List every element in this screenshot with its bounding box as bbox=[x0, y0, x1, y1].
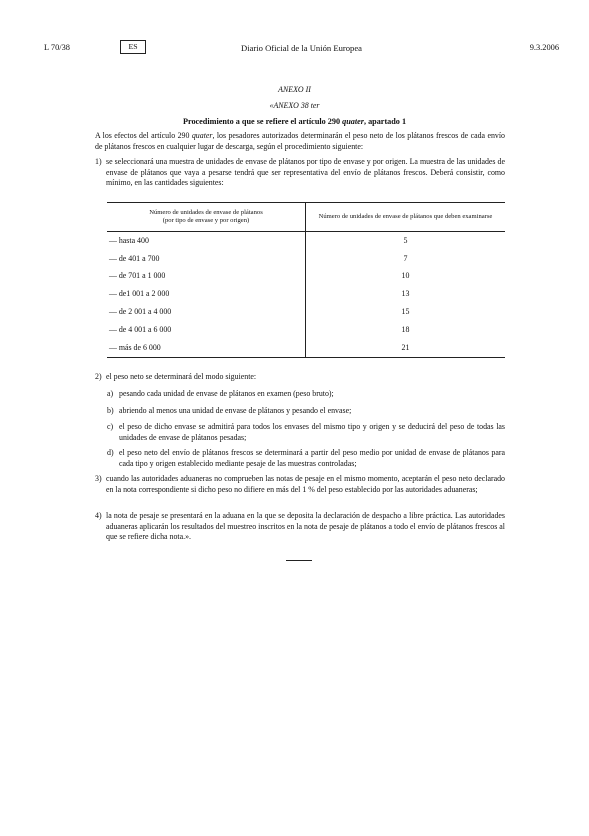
table-cell-range: — de1 001 a 2 000 bbox=[107, 286, 306, 304]
table-cell-range: — más de 6 000 bbox=[107, 339, 306, 357]
table-row bbox=[107, 304, 505, 322]
page-reference: L 70/38 bbox=[44, 43, 70, 52]
publication-date: 9.3.2006 bbox=[529, 43, 559, 52]
subitem-d-letter: d) bbox=[107, 448, 114, 457]
subitem-a-text: pesando cada unidad de envase de plátanos en examen (peso bruto); bbox=[119, 389, 334, 398]
intro-paragraph bbox=[95, 131, 505, 152]
item-2-text: el peso neto se determinará del modo siguiente: bbox=[106, 372, 257, 381]
table-cell-sample: 10 bbox=[401, 271, 410, 281]
table-cell-sample: 7 bbox=[403, 253, 408, 263]
subitem-c-letter: c) bbox=[107, 422, 114, 431]
item-2-number: 2) bbox=[95, 372, 102, 381]
subitem-a-letter: a) bbox=[107, 389, 114, 398]
journal-title: Diario Oficial de la Unión Europea bbox=[241, 43, 362, 53]
subitem-b-text: abriendo al menos una unidad de envase de plátanos y pesando el envase; bbox=[119, 406, 352, 415]
table-row bbox=[107, 339, 505, 357]
subitem-c-text: el peso de dicho envase se admitirá para todos los envases del mismo tipo y origen y se deducirá del peso de todas las unidades de envase de plátanos pesadas; bbox=[119, 422, 505, 442]
table-cell-range: — hasta 400 bbox=[107, 232, 306, 250]
procedure-heading-suffix: , apartado 1 bbox=[363, 117, 407, 126]
end-divider bbox=[286, 560, 312, 561]
subitem-d-text: el peso neto del envío de plátanos frescos se determinará a partir del peso medio por unidad de envase de plátanos para cada tipo y origen establecido mediante pesaje de las muestras controladas; bbox=[119, 448, 505, 468]
table-row bbox=[107, 286, 505, 304]
procedure-heading bbox=[0, 117, 589, 128]
table-cell-range: — de 2 001 a 4 000 bbox=[107, 304, 306, 322]
procedure-heading-italic: quater bbox=[342, 117, 364, 126]
table-cell-range: — de 401 a 700 bbox=[107, 250, 306, 268]
item-1-text: se seleccionará una muestra de unidades de envase de plátanos por tipo de envase y por origen. La muestra de las unidades de envase de plátanos que vaya a pesarse tendrá que ser representativa del envío de plátanos frescos. Deberá consistir, como mínimo, en las cantidades siguientes: bbox=[106, 157, 505, 188]
language-box: ES bbox=[120, 40, 146, 54]
table-cell-range: — de 701 a 1 000 bbox=[107, 268, 306, 286]
table-cell-sample: 21 bbox=[306, 339, 506, 357]
item-4-text: la nota de pesaje se presentará en la aduana en la que se deposita la declaración de despacho a libre práctica. Las autoridades aduaneras aplicarán los resultados del muestreo inscritos en la nota de pesaje de plátanos a todo el envío de plátanos frescos al que se refiere dicha nota.». bbox=[106, 511, 505, 542]
sample-size-table bbox=[107, 202, 505, 358]
table-header-samples: Número de unidades de envase de plátanos que deben examinarse bbox=[306, 203, 506, 232]
page-header bbox=[44, 40, 559, 56]
table-cell-sample: 18 bbox=[401, 325, 410, 335]
intro-text-a: A los efectos del artículo 290 bbox=[95, 131, 192, 140]
annex-subtitle: «ANEXO 38 ter bbox=[269, 101, 320, 110]
table-row bbox=[107, 250, 505, 268]
table-header-units bbox=[107, 203, 306, 232]
procedure-heading-prefix: Procedimiento a que se refiere el artículo 290 bbox=[182, 117, 343, 126]
item-1-number: 1) bbox=[95, 157, 102, 166]
item-4-number: 4) bbox=[95, 511, 102, 520]
table-header-row bbox=[107, 203, 505, 232]
annex-title: ANEXO II bbox=[278, 85, 311, 94]
subitem-b-letter: b) bbox=[107, 406, 114, 415]
table-row bbox=[107, 321, 505, 339]
table-row bbox=[107, 232, 505, 250]
table-row bbox=[107, 268, 505, 286]
table-header-units-line1: Número de unidades de envase de plátanos bbox=[149, 208, 263, 216]
table-cell-sample: 13 bbox=[401, 289, 410, 299]
intro-text-b: , los pesadores autorizados determinarán el peso neto de los plátanos frescos de cada envío de plátanos frescos en cualquier lugar de descarga, según el procedimiento siguiente: bbox=[95, 131, 505, 151]
table-header-units-line2: (por tipo de envase y por origen) bbox=[162, 217, 250, 224]
item-3-number: 3) bbox=[95, 474, 102, 483]
table-cell-sample: 15 bbox=[401, 307, 410, 317]
item-3-text: cuando las autoridades aduaneras no comprueben las notas de pesaje en el mismo momento, aceptarán el peso neto declarado en la nota correspondiente si dicho peso no difiere en más del 1 % del peso establecido por las autoridades aduaneras; bbox=[106, 474, 505, 494]
table-cell-range: — de 4 001 a 6 000 bbox=[107, 321, 306, 339]
table-cell-sample: 5 bbox=[403, 235, 408, 245]
intro-text-italic: quater bbox=[191, 131, 213, 140]
